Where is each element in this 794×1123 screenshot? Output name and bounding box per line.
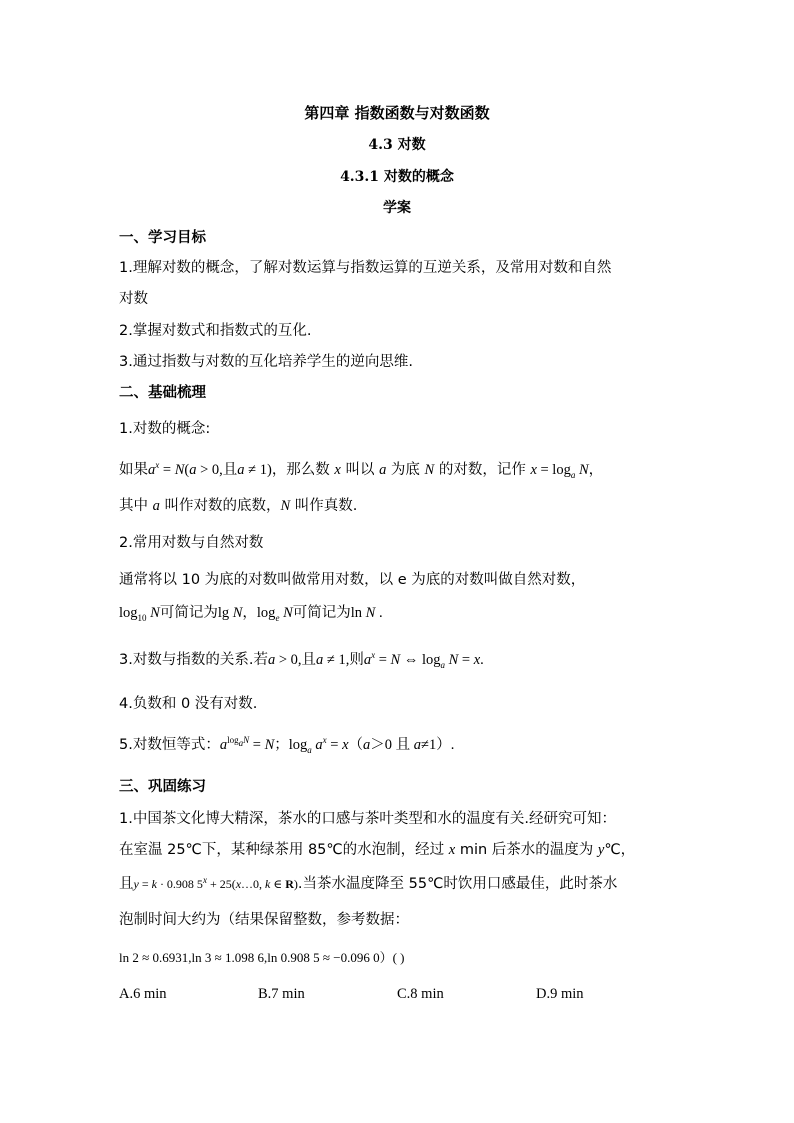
- goal-1-line-1: 1.理解对数的概念，了解对数运算与指数运算的互逆关系，及常用对数和自然: [119, 260, 612, 276]
- option-b: B.7 min: [258, 986, 305, 1002]
- chapter-title: 第四章 指数函数与对数函数: [304, 104, 490, 122]
- option-d: D.9 min: [536, 986, 584, 1002]
- section-title: 4.3 对数: [368, 137, 426, 153]
- common-natural-log-line-2: $\log_{10} N$可简记为lg N，$\log_e N$可简记为ln N .: [119, 605, 383, 623]
- no-log-negative: 4.负数和 0 没有对数.: [119, 696, 258, 712]
- practice-heading: 三、巩固练习: [119, 779, 206, 795]
- goal-1-line-2: 对数: [119, 291, 148, 307]
- q1-reference-data: ln 2 ≈ 0.6931,ln 3 ≈ 1.098 6,ln 0.908 5 ≈ −0.096 0）( ): [119, 950, 405, 965]
- q1-line-2: 在室温 25℃下，某种绿茶用 85℃的水泡制，经过 x min 后茶水的温度为 y℃，: [119, 842, 636, 858]
- common-natural-log-line-1: 通常将以 10 为底的对数叫做常用对数，以 e 为底的对数叫做自然对数，: [119, 572, 586, 588]
- q1-line-1: 1.中国茶文化博大精深，茶水的口感与茶叶类型和水的温度有关.经研究可知：: [119, 811, 616, 827]
- q1-line-3: 且y = k · 0.908 $5^x$ + 25(x…0, k ∈ R).当茶水温度降至 55℃时饮用口感最佳，此时茶水: [119, 875, 618, 892]
- option-c: C.8 min: [397, 986, 444, 1002]
- goal-3: 3.通过指数与对数的互化培养学生的逆向思维.: [119, 354, 413, 370]
- common-natural-log-title: 2.常用对数与自然对数: [119, 535, 264, 551]
- doc-type-title: 学案: [383, 200, 411, 216]
- subsection-title: 4.3.1 对数的概念: [340, 169, 454, 185]
- option-a: A.6 min: [119, 986, 167, 1002]
- log-identity: 5.对数恒等式：$a^{log_aN} = N$；$\log_a a^x = x(a>0$ 且 a≠1）.: [119, 735, 455, 755]
- learning-goals-heading: 一、学习目标: [119, 230, 206, 246]
- goal-2: 2.掌握对数式和指数式的互化.: [119, 323, 312, 339]
- log-exp-relation: 3.对数与指数的关系.若a > 0,且a ≠ 1,则$a^x = N$ ⇔ $\log_a N = x$.: [119, 650, 484, 670]
- q1-line-4: 泡制时间大约为（结果保留整数，参考数据：: [119, 912, 409, 928]
- log-concept-title: 1.对数的概念:: [119, 421, 211, 437]
- log-definition-line-2: 其中 a 叫作对数的底数，N 叫作真数.: [119, 498, 358, 514]
- log-definition-line-1: 如果$a^x = N(a > 0$,且a ≠ 1)，那么数 x 叫以 a 为底 N 的对数，记作 $x = \log_a N$，: [119, 460, 604, 480]
- basics-heading: 二、基础梳理: [119, 385, 206, 401]
